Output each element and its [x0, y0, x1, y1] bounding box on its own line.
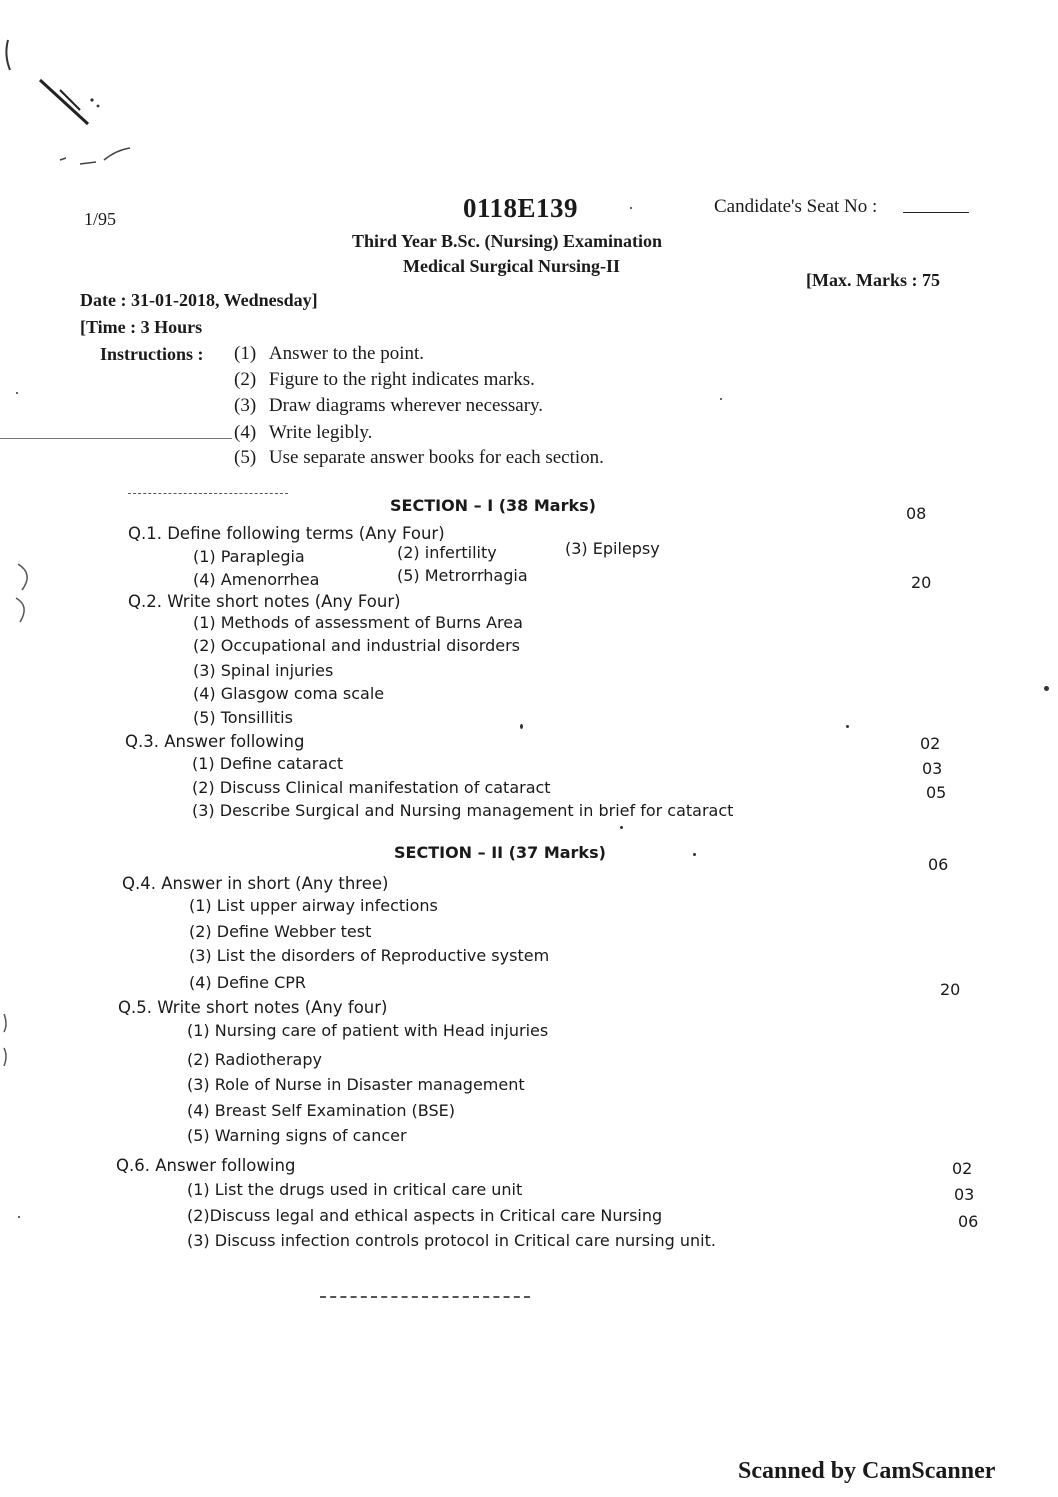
q3-title: Q.3. Answer following [125, 732, 305, 751]
instruction-item: (4) Write legibly. [234, 422, 373, 443]
q4-item: (2) Define Webber test [189, 922, 372, 941]
seat-number-blank [903, 212, 969, 213]
edge-marks [0, 1010, 20, 1070]
q5-item: (5) Warning signs of cancer [187, 1126, 407, 1145]
q6-item: (1) List the drugs used in critical care unit [187, 1180, 523, 1199]
punch-hole-marks [0, 560, 40, 630]
q2-marks: 20 [911, 573, 932, 592]
instruction-item: (3) Draw diagrams wherever necessary. [234, 395, 544, 416]
q3-marks: 03 [922, 759, 943, 778]
q5-item: (2) Radiotherapy [187, 1050, 322, 1069]
scan-speck [16, 392, 18, 394]
q2-item: (2) Occupational and industrial disorders [193, 636, 520, 655]
q3-item: (3) Describe Surgical and Nursing management in brief for cataract [192, 801, 734, 820]
q1-item: (1) Paraplegia [193, 547, 305, 566]
q2-item: (3) Spinal injuries [193, 661, 334, 680]
seat-number-label: Candidate's Seat No : [714, 196, 878, 217]
q5-marks: 20 [940, 980, 961, 999]
scan-speck [620, 826, 623, 829]
paper-code: 0118E139 [463, 193, 579, 223]
q6-item: (3) Discuss infection controls protocol in Critical care nursing unit. [187, 1231, 716, 1250]
scan-speck [720, 398, 722, 400]
q5-title: Q.5. Write short notes (Any four) [118, 998, 388, 1017]
scan-speck [1044, 686, 1049, 691]
page-code: 1/95 [84, 209, 117, 229]
q4-item: (1) List upper airway infections [189, 896, 438, 915]
end-separator [320, 1296, 530, 1298]
instructions-label: Instructions : [100, 344, 204, 364]
q4-item: (3) List the disorders of Reproductive system [189, 946, 550, 965]
section-1-title: SECTION – I (38 Marks) [390, 496, 596, 515]
q6-marks: 06 [958, 1212, 979, 1231]
q1-item: (4) Amenorrhea [193, 570, 320, 589]
q1-marks: 08 [906, 504, 927, 523]
exam-date: Date : 31-01-2018, Wednesday] [80, 290, 318, 310]
q2-item: (4) Glasgow coma scale [193, 684, 385, 703]
max-marks: [Max. Marks : 75 [806, 270, 940, 290]
scan-speck [630, 207, 632, 209]
instruction-item: (2) Figure to the right indicates marks. [234, 369, 535, 390]
scan-marks [0, 0, 140, 180]
q4-title: Q.4. Answer in short (Any three) [122, 874, 389, 893]
scan-speck [846, 725, 849, 728]
q6-item: (2)Discuss legal and ethical aspects in Critical care Nursing [187, 1206, 663, 1225]
q1-item: (2) infertility [397, 543, 497, 562]
section-2-title: SECTION – II (37 Marks) [394, 843, 606, 862]
q3-item: (1) Define cataract [192, 754, 344, 773]
q2-item: (5) Tonsillitis [193, 708, 293, 727]
exam-time: [Time : 3 Hours [80, 317, 203, 337]
q5-item: (3) Role of Nurse in Disaster management [187, 1075, 525, 1094]
scan-speck [18, 1216, 20, 1218]
q1-item: (5) Metrorrhagia [397, 566, 528, 585]
exam-title: Third Year B.Sc. (Nursing) Examination [352, 231, 663, 251]
camscanner-watermark: Scanned by CamScanner [738, 1458, 996, 1484]
q2-title: Q.2. Write short notes (Any Four) [128, 592, 401, 611]
q3-item: (2) Discuss Clinical manifestation of cataract [192, 778, 551, 797]
q3-marks: 02 [920, 734, 941, 753]
q4-marks: 06 [928, 855, 949, 874]
q6-marks: 02 [952, 1159, 973, 1178]
q6-marks: 03 [954, 1185, 975, 1204]
margin-line [0, 438, 232, 439]
q1-item: (3) Epilepsy [565, 539, 660, 558]
q4-item: (4) Define CPR [189, 973, 306, 992]
q2-item: (1) Methods of assessment of Burns Area [193, 613, 523, 632]
scan-speck [693, 853, 696, 856]
q5-item: (1) Nursing care of patient with Head injuries [187, 1021, 549, 1040]
instruction-item: (5) Use separate answer books for each section. [234, 447, 604, 468]
q6-title: Q.6. Answer following [116, 1156, 296, 1175]
q5-item: (4) Breast Self Examination (BSE) [187, 1101, 455, 1120]
instruction-item: (1) Answer to the point. [234, 343, 425, 364]
scan-speck [520, 724, 523, 729]
separator-dashes [128, 493, 288, 494]
q1-title: Q.1. Define following terms (Any Four) [128, 524, 445, 543]
q3-marks: 05 [926, 783, 947, 802]
subject-title: Medical Surgical Nursing-II [403, 256, 621, 276]
